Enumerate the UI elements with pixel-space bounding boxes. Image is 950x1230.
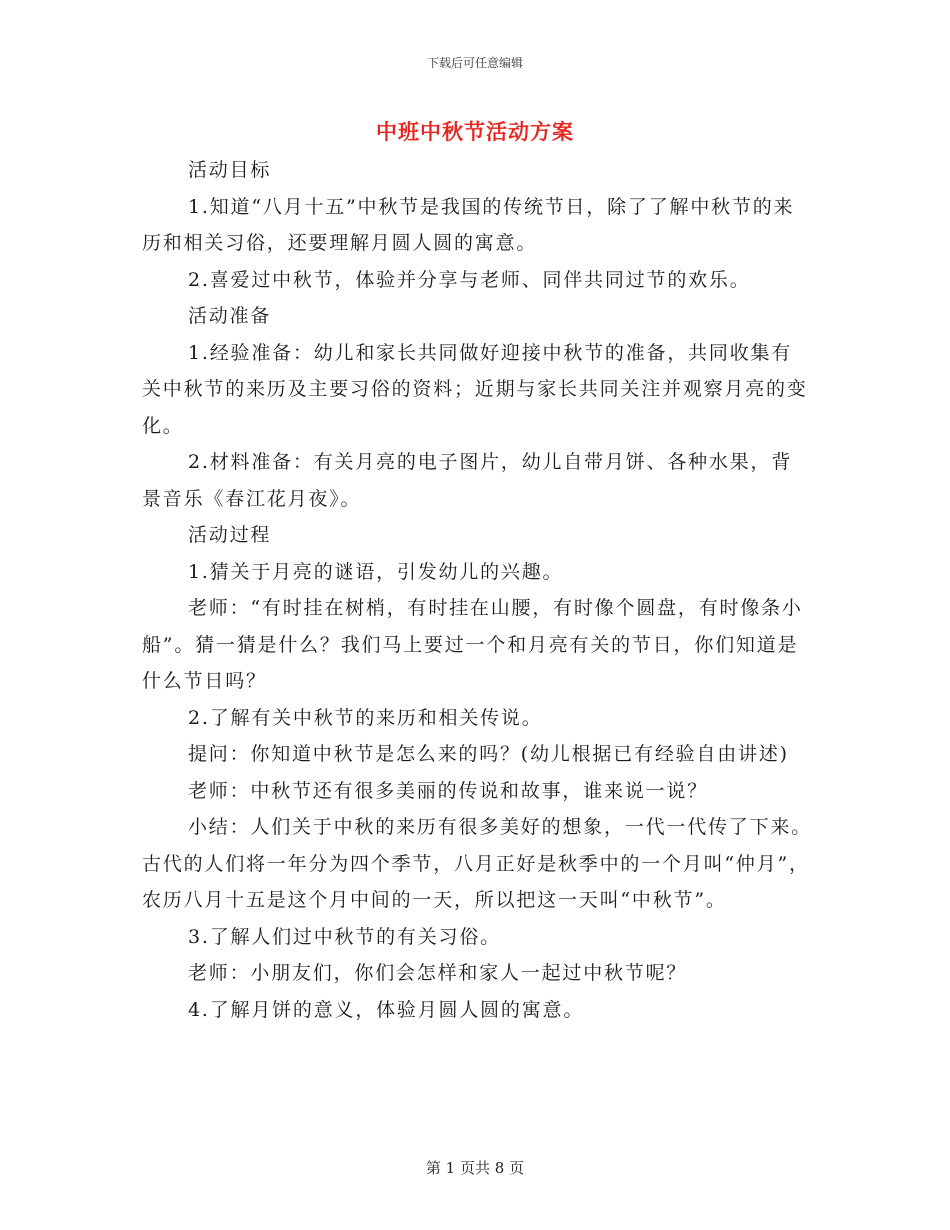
paragraph: 2.喜爱过中秋节，体验并分享与老师、同伴共同过节的欢乐。 xyxy=(188,268,751,291)
paragraph: 小结：人们关于中秋的来历有很多美好的想象，一代一代传了下来。古代的人们将一年分为四个季节，八月正好是秋季中的一个月叫“仲月”，农历八月十五是这个月中间的一天，所以把这一天叫“中秋节”。 xyxy=(142,816,813,911)
paragraph: 4.了解月饼的意义，体验月圆人圆的寓意。 xyxy=(188,998,585,1021)
paragraph: 老师：小朋友们，你们会怎样和家人一起过中秋节呢？ xyxy=(188,962,688,984)
section-heading-goals: 活动目标 xyxy=(188,159,272,181)
section-heading-process: 活动过程 xyxy=(188,524,272,546)
paragraph: 2.材料准备：有关月亮的电子图片，幼儿自带月饼、各种水果，背景音乐《春江花月夜》。 xyxy=(142,451,793,510)
paragraph: 老师：“有时挂在树梢，有时挂在山腰，有时像个圆盘，有时像条小船”。猜一猜是什么？我们马上要过一个和月亮有关的节日，你们知道是什么节日吗？ xyxy=(142,597,803,692)
paragraph: 1.猜关于月亮的谜语，引发幼儿的兴趣。 xyxy=(188,560,564,583)
paragraph: 2.了解有关中秋节的来历和相关传说。 xyxy=(188,706,543,729)
page-header-note: 下载后可任意编辑 xyxy=(426,56,523,70)
section-heading-preparation: 活动准备 xyxy=(188,305,272,327)
document-body xyxy=(142,152,812,1028)
document-title: 中班中秋节活动方案 xyxy=(376,119,574,144)
paragraph: 1.经验准备：幼儿和家长共同做好迎接中秋节的准备，共同收集有关中秋节的来历及主要习俗的资料；近期与家长共同关注并观察月亮的变化。 xyxy=(142,341,808,437)
paragraph: 1.知道“八月十五”中秋节是我国的传统节日，除了了解中秋节的来历和相关习俗，还要理解月圆人圆的寓意。 xyxy=(142,195,795,254)
paragraph: 提问：你知道中秋节是怎么来的吗？(幼儿根据已有经验自由讲述) xyxy=(188,743,789,765)
page-number: 第 1 页共 8 页 xyxy=(425,1159,525,1177)
paragraph: 3.了解人们过中秋节的有关习俗。 xyxy=(188,925,501,948)
paragraph: 老师：中秋节还有很多美丽的传说和故事，谁来说一说？ xyxy=(188,779,709,802)
